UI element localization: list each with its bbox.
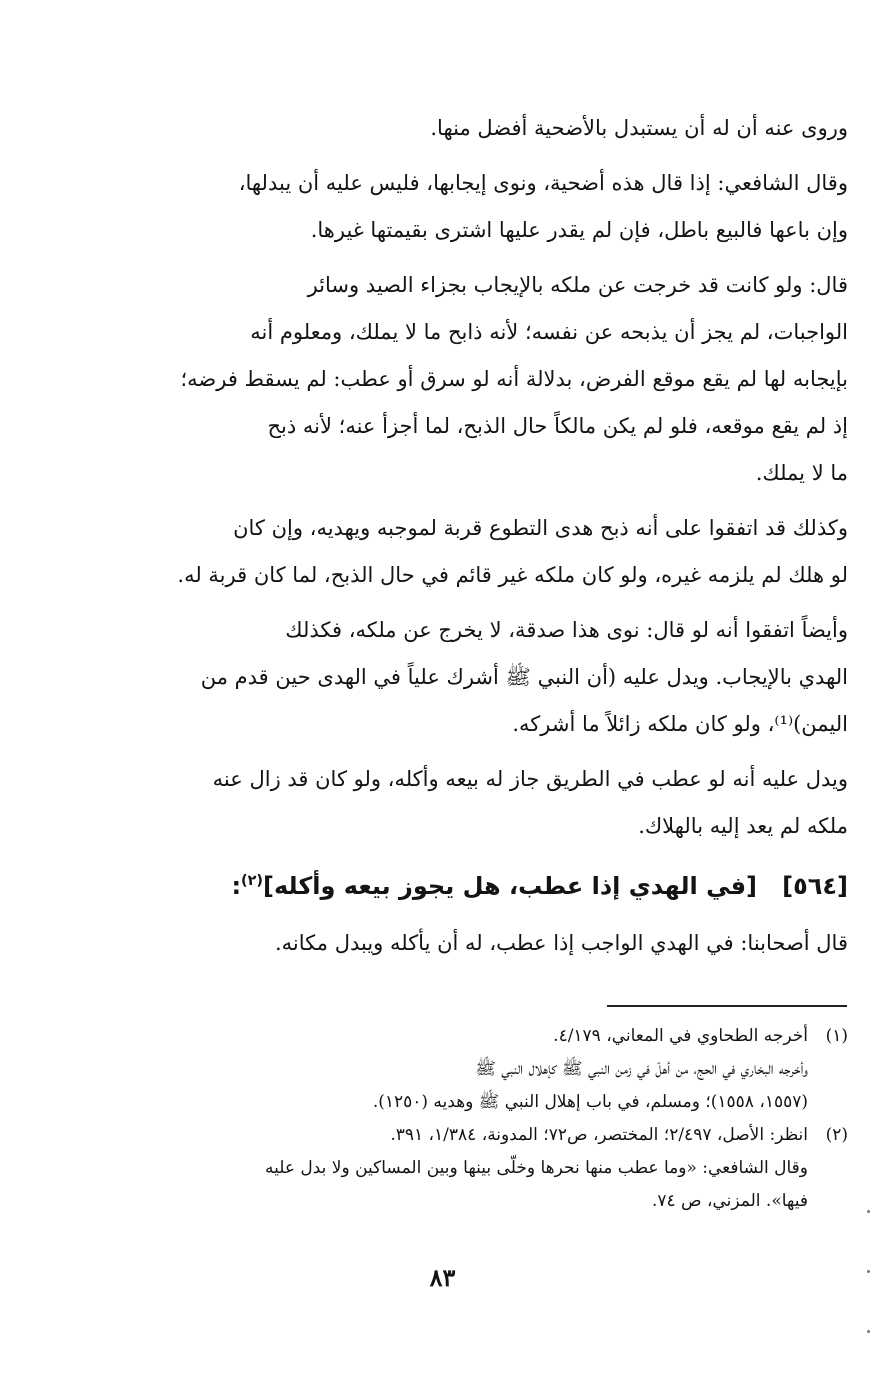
footnote-1 xyxy=(100,1020,848,1053)
footnote-text: انظر: الأصل، ٢/٤٩٧؛ المختصر، ص٧٢؛ المدونة، ١/٣٨٤، ٣٩١. xyxy=(390,1125,808,1145)
text-line: ما لا يملك. xyxy=(755,461,848,485)
footnote-number: (١) xyxy=(825,1026,848,1046)
footnote-line: وأخرجه البخاري في الحج، من أهلّ في زمن النبي ﷺ كإهلال النبي ﷺ xyxy=(475,1059,808,1079)
text-line: اليمن)⁽¹⁾، ولو كان ملكه زائلاً ما أشركه. xyxy=(512,712,848,736)
heading-colon: : xyxy=(231,872,242,900)
text-line: وروى عنه أن له أن يستبدل بالأضحية أفضل منها. xyxy=(430,116,848,140)
footnote-text: أخرجه الطحاوي في المعاني، ٤/١٧٩. xyxy=(553,1026,808,1046)
paragraph-5 xyxy=(100,607,848,748)
section-number: [٥٦٤] xyxy=(782,872,848,900)
section-heading xyxy=(100,858,848,914)
footnote-2 xyxy=(100,1119,848,1152)
scan-speck xyxy=(867,1210,870,1213)
paragraph-6 xyxy=(100,756,848,850)
main-text xyxy=(100,105,848,975)
text-line: ملكه لم يعد إليه بالهلاك. xyxy=(638,814,848,838)
text-line: الهدي بالإيجاب. ويدل عليه (أن النبي ﷺ أشرك علياً في الهدى حين قدم من xyxy=(200,665,848,689)
footnote-line: فيها». المزني، ص ٧٤. xyxy=(651,1191,808,1211)
paragraph-3 xyxy=(100,262,848,497)
text-line: قال: ولو كانت قد خرجت عن ملكه بالإيجاب بجزاء الصيد وسائر xyxy=(307,273,848,297)
text-line: وكذلك قد اتفقوا على أنه ذبح هدى التطوع قربة لموجبه ويهديه، وإن كان xyxy=(233,516,848,540)
paragraph-7 xyxy=(100,920,848,967)
page-number: ٨٣ xyxy=(429,1263,456,1292)
text-line: ويدل عليه أنه لو عطب في الطريق جاز له بيعه وأكله، ولو كان قد زال عنه xyxy=(212,767,848,791)
paragraph-1 xyxy=(100,105,848,152)
footnote-line: وقال الشافعي: «وما عطب منها نحرها وخلّى بينها وبين المساكين ولا بدل عليه xyxy=(264,1158,808,1178)
text-line: إذ لم يقع موقعه، فلو لم يكن مالكاً حال الذبح، لما أجزأ عنه؛ لأنه ذبح xyxy=(267,414,848,438)
paragraph-2 xyxy=(100,160,848,254)
text-line: وإن باعها فالبيع باطل، فإن لم يقدر عليها اشترى بقيمتها غيرها. xyxy=(310,218,848,242)
footnote-number: (٢) xyxy=(825,1125,848,1145)
text-line: الواجبات، لم يجز أن يذبحه عن نفسه؛ لأنه ذابح ما لا يملك، ومعلوم أنه xyxy=(250,320,848,344)
text-line: وقال الشافعي: إذا قال هذه أضحية، ونوى إيجابها، فليس عليه أن يبدلها، xyxy=(238,171,848,195)
text-line: لو هلك لم يلزمه غيره، ولو كان ملكه غير قائم في حال الذبح، لما كان قربة له. xyxy=(177,563,848,587)
text-line: وأيضاً اتفقوا أنه لو قال: نوى هذا صدقة، لا يخرج عن ملكه، فكذلك xyxy=(285,618,848,642)
footnote-line: (١٥٥٧، ١٥٥٨)؛ ومسلم، في باب إهلال النبي ﷺ وهديه (١٢٥٠). xyxy=(372,1092,808,1112)
text-line: قال أصحابنا: في الهدي الواجب إذا عطب، له أن يأكله ويبدل مكانه. xyxy=(275,931,848,955)
footnotes xyxy=(100,1020,848,1218)
scan-speck xyxy=(867,1330,870,1333)
footnote-separator xyxy=(607,1005,847,1007)
footnote-ref[interactable]: (٢) xyxy=(241,873,263,889)
section-title: [في الهدي إذا عطب، هل يجوز بيعه وأكله] xyxy=(263,872,758,900)
paragraph-4 xyxy=(100,505,848,599)
scan-speck xyxy=(867,1270,870,1273)
text-line: بإيجابه لها لم يقع موقع الفرض، بدلالة أنه لو سرق أو عطب: لم يسقط فرضه؛ xyxy=(180,367,848,391)
